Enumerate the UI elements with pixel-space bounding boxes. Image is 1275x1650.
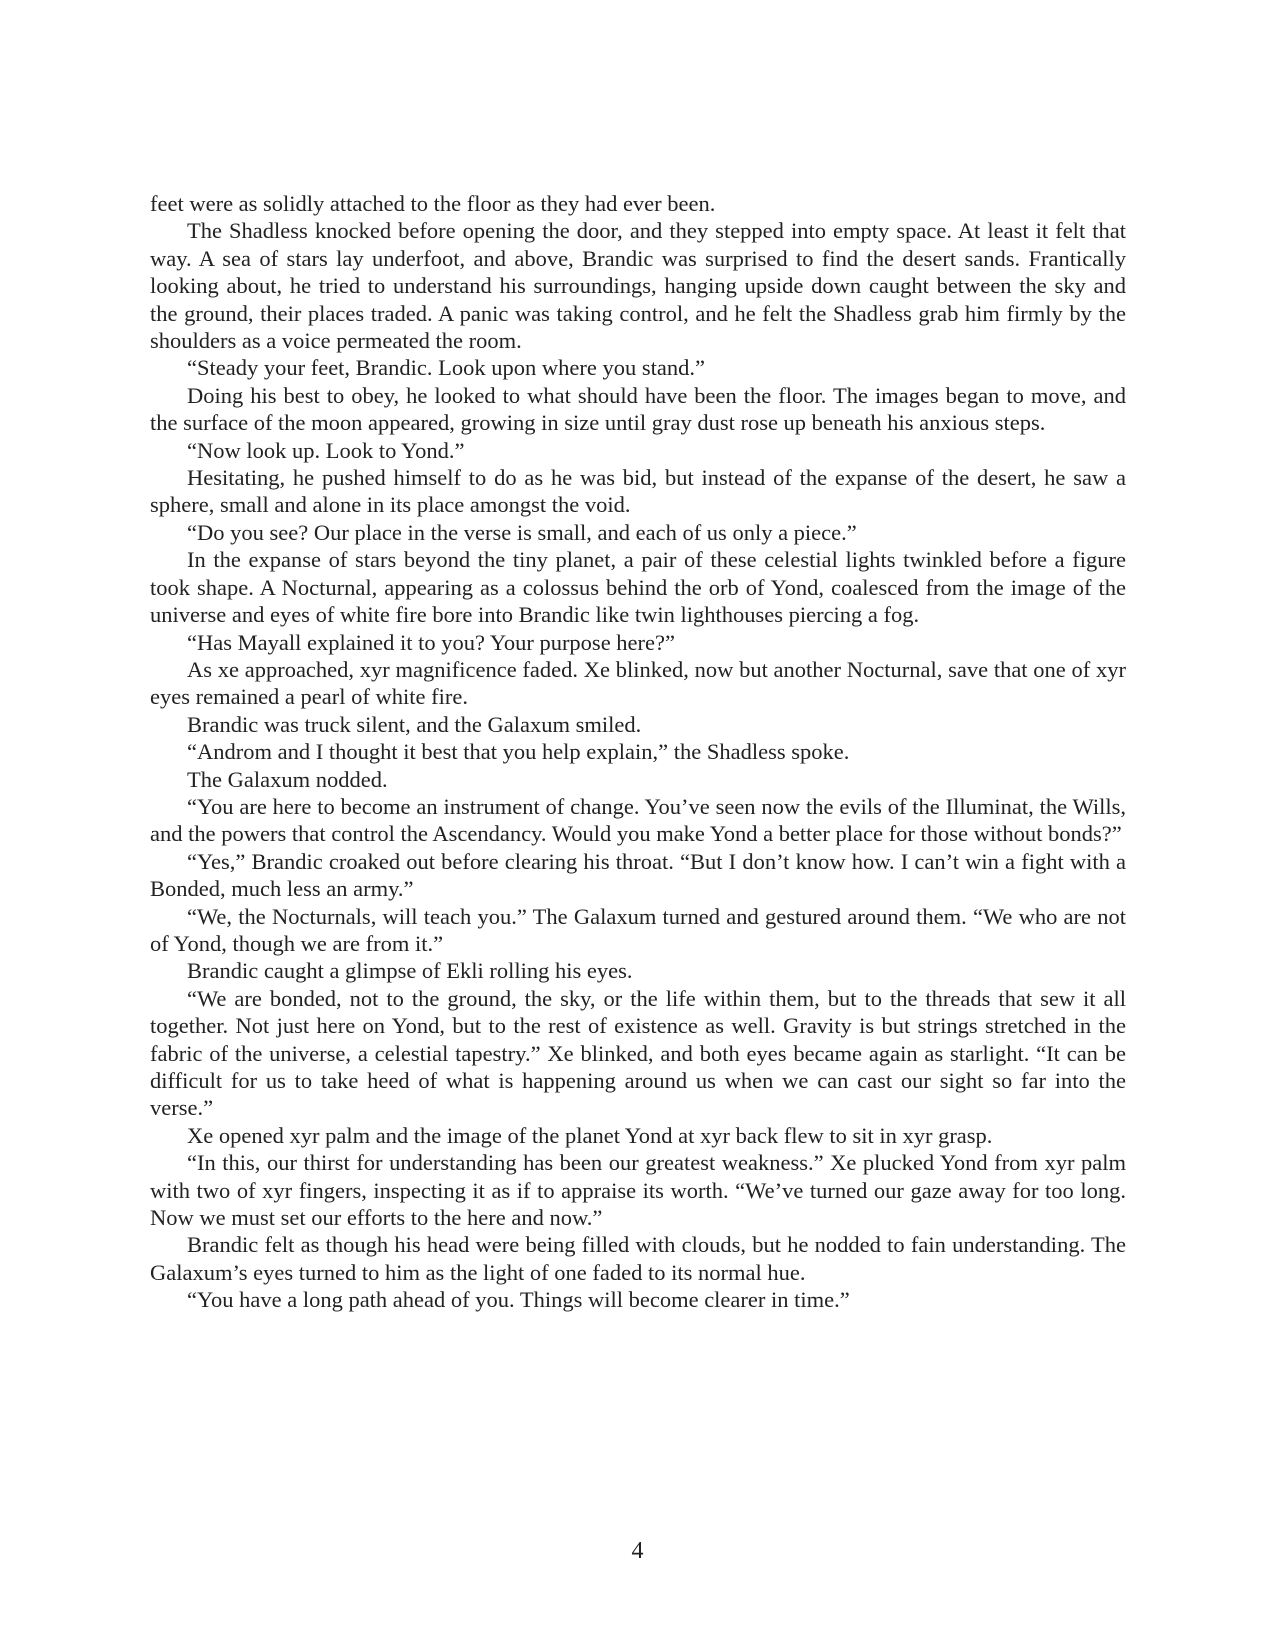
paragraph: In the expanse of stars beyond the tiny planet, a pair of these celestial lights twinkled before a figure took shape. A Nocturnal, appearing as a colossus behind the orb of Yond, coalesced from the image of the universe and eyes of white fire bore into Brandic like twin lighthouses piercing a fog. (150, 547, 1126, 628)
paragraph: Brandic was truck silent, and the Galaxum smiled. (187, 711, 642, 737)
paragraph: “You have a long path ahead of you. Things will become clearer in time.” (187, 1287, 850, 1313)
page-number: 4 (631, 1538, 644, 1564)
paragraph-continuation: feet were as solidly attached to the floor as they had ever been. (150, 191, 716, 216)
paragraph: “We are bonded, not to the ground, the sky, or the life within them, but to the threads that sew it all together. Not just here on Yond, but to the rest of existence as well. Gravity is but strings stretched in the fabric of the universe, a celestial tapestry.” Xe blinked, and both eyes became again as starlight. “It can be difficult for us to take heed of what is happening around us when we can cast our sight so far into the verse.” (150, 985, 1126, 1121)
paragraph: “In this, our thirst for understanding has been our greatest weakness.” Xe plucked Yond from xyr palm with two of xyr fingers, inspecting it as if to appraise its worth. “We’ve turned our gaze away for too long. Now we must set our efforts to the here and now.” (150, 1150, 1126, 1231)
paragraph: “We, the Nocturnals, will teach you.” The Galaxum turned and gestured around them. “We who are not of Yond, though we are from it.” (150, 903, 1126, 956)
paragraph: The Galaxum nodded. (187, 766, 388, 792)
paragraph: “Do you see? Our place in the verse is small, and each of us only a piece.” (187, 519, 857, 545)
paragraph: Doing his best to obey, he looked to what should have been the floor. The images began to move, and the surface of the moon appeared, growing in size until gray dust rose up beneath his anxious steps. (150, 382, 1126, 436)
paragraph: Brandic felt as though his head were being filled with clouds, but he nodded to fain understanding. The Galaxum’s eyes turned to him as the light of one faded to its normal hue. (150, 1232, 1126, 1285)
paragraph: The Shadless knocked before opening the door, and they stepped into empty space. At least it felt that way. A sea of stars lay underfoot, and above, Brandic was surprised to find the desert sands. Frantically looking about, he tried to understand his surroundings, hanging upside down caught between the sky and the ground, their places traded. A panic was taking control, and he felt the Shadless grab him firmly by the shoulders as a voice permeated the room. (150, 218, 1126, 354)
paragraph: “Has Mayall explained it to you? Your purpose here?” (187, 629, 675, 655)
paragraph: “Yes,” Brandic croaked out before clearing his throat. “But I don’t know how. I can’t win a fight with a Bonded, much less an army.” (150, 848, 1126, 902)
paragraph: “You are here to become an instrument of change. You’ve seen now the evils of the Illuminat, the Wills, and the powers that control the Ascendancy. Would you make Yond a better place for those without bonds?” (150, 793, 1126, 847)
paragraph: “Now look up. Look to Yond.” (187, 437, 465, 463)
paragraph: “Androm and I thought it best that you help explain,” the Shadless spoke. (187, 739, 850, 765)
paragraph: Hesitating, he pushed himself to do as he was bid, but instead of the expanse of the desert, he saw a sphere, small and alone in its place amongst the void. (150, 465, 1126, 518)
paragraph: As xe approached, xyr magnificence faded. Xe blinked, now but another Nocturnal, save that one of xyr eyes remained a pearl of white fire. (150, 656, 1126, 710)
paragraph: Brandic caught a glimpse of Ekli rolling his eyes. (187, 958, 633, 984)
paragraph: Xe opened xyr palm and the image of the planet Yond at xyr back flew to sit in xyr grasp. (187, 1122, 993, 1148)
body-text (150, 190, 1126, 1314)
paragraph: “Steady your feet, Brandic. Look upon where you stand.” (187, 355, 705, 381)
